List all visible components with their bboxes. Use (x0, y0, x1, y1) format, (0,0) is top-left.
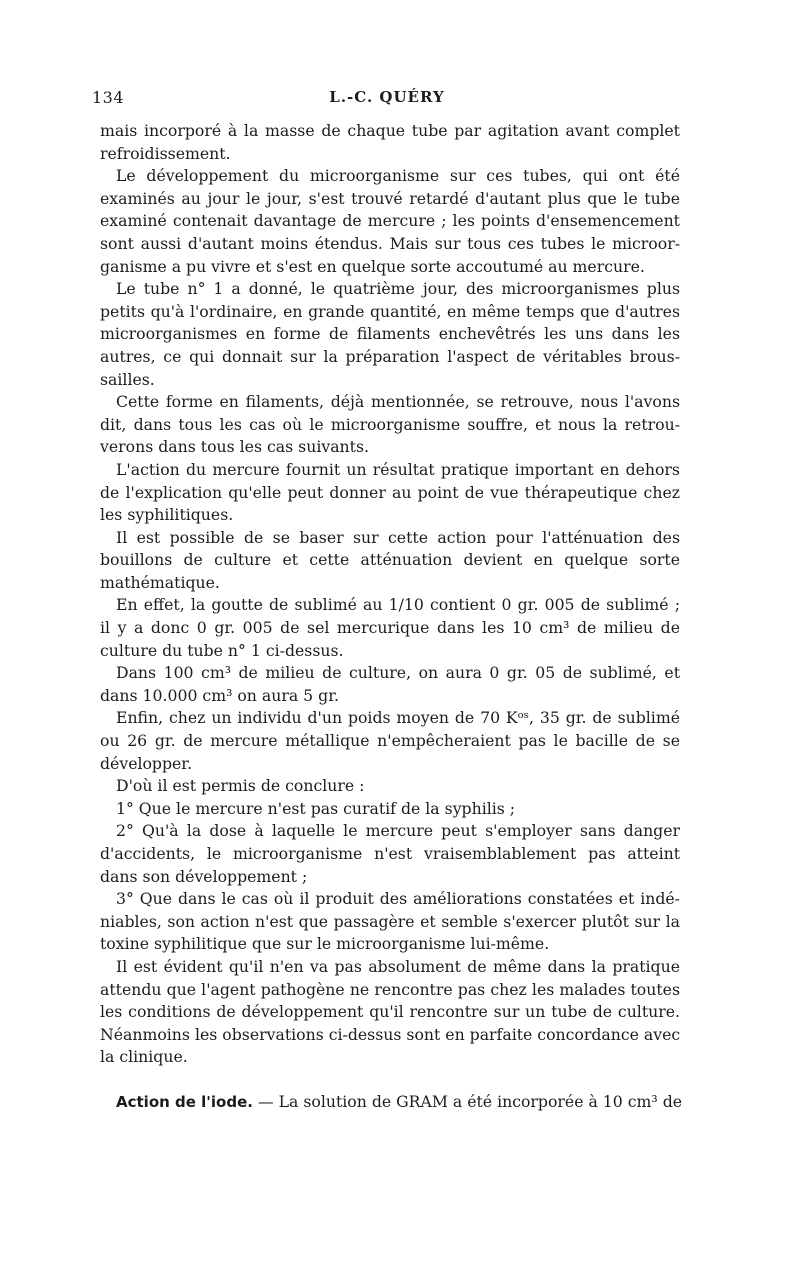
text-line: autres, ce qui donnait sur la préparation l'aspect de véritables brous- (100, 346, 680, 366)
text-line: les conditions de développement qu'il rencontre sur un tube de culture. (100, 1002, 680, 1022)
text-line: En effet, la goutte de sublimé au 1/10 contient 0 gr. 005 de sublimé ; (116, 595, 680, 615)
text-line: Enfin, chez un individu d'un poids moyen de 70 Kᵒˢ, 35 gr. de sublimé (116, 708, 680, 728)
text-line: Il est possible de se baser sur cette action pour l'atténuation des (116, 527, 680, 547)
text-line: examiné contenait davantage de mercure ; les points d'ensemencement (100, 211, 680, 231)
text-line: mathématique. (100, 572, 220, 592)
text-line: refroidissement. (100, 143, 231, 163)
text-line: examinés au jour le jour, s'est trouvé retardé d'autant plus que le tube (100, 188, 680, 208)
text-line: Il est évident qu'il n'en va pas absolument de même dans la pratique (116, 956, 680, 976)
text-line: Le développement du microorganisme sur ces tubes, qui ont été (116, 166, 680, 186)
text-line: bouillons de culture et cette atténuation devient en quelque sorte (100, 550, 680, 570)
text-line: petits qu'à l'ordinaire, en grande quantité, en même temps que d'autres (100, 301, 680, 321)
section-gap (100, 1069, 680, 1091)
section-line (100, 1091, 683, 1114)
text-line: de l'explication qu'elle peut donner au point de vue thérapeutique chez (100, 482, 680, 502)
text-line: sailles. (100, 369, 155, 389)
text-line: 2° Qu'à la dose à laquelle le mercure peut s'employer sans danger (116, 821, 680, 841)
text-line: ganisme a pu vivre et s'est en quelque sorte accoutumé au mercure. (100, 256, 645, 276)
section-heading: Action de l'iode. (116, 1092, 253, 1111)
text-line: dans 10.000 cm³ on aura 5 gr. (100, 685, 339, 705)
text-line: les syphilitiques. (100, 505, 234, 525)
text-line: toxine syphilitique que sur le microorganisme lui-même. (100, 934, 550, 954)
text-line: 3° Que dans le cas où il produit des améliorations constatées et indé- (116, 889, 680, 909)
page-number: 134 (92, 88, 125, 107)
text-line: mais incorporé à la masse de chaque tube par agitation avant complet (100, 121, 680, 140)
text-line: Cette forme en filaments, déjà mentionnée, se retrouve, nous l'avons (116, 392, 680, 412)
text-line: niables, son action n'est que passagère et semble s'exercer plutôt sur la (100, 911, 680, 931)
text-line: L'action du mercure fournit un résultat pratique important en dehors (116, 459, 680, 479)
text-line: D'où il est permis de conclure : (116, 776, 365, 796)
text-line: Néanmoins les observations ci-dessus sont en parfaite concordance avec (100, 1024, 681, 1044)
text-line: dans son développement ; (100, 866, 308, 886)
text-line: verons dans tous les cas suivants. (100, 437, 370, 457)
text-line: attendu que l'agent pathogène ne rencontre pas chez les malades toutes (100, 979, 680, 999)
page-header (92, 88, 682, 112)
section-text: — La solution de GRAM a été incorporée à 10 cm³ de (252, 1091, 683, 1111)
text-line: microorganismes en forme de filaments enchevêtrés les uns dans les (100, 324, 680, 344)
text-line: il y a donc 0 gr. 005 de sel mercurique dans les 10 cm³ de milieu de (100, 618, 680, 638)
text-line: d'accidents, le microorganisme n'est vraisemblablement pas atteint (100, 844, 680, 863)
running-head: L.-C. QUÉRY (329, 88, 445, 106)
body-text (100, 120, 683, 1114)
text-line: sont aussi d'autant moins étendus. Mais sur tous ces tubes le microor- (100, 233, 680, 253)
text-line: Le tube n° 1 a donné, le quatrième jour, des microorganismes plus (116, 279, 680, 299)
text-line: développer. (100, 753, 193, 773)
text-line: ou 26 gr. de mercure métallique n'empêcheraient pas le bacille de se (100, 731, 680, 751)
text-line: 1° Que le mercure n'est pas curatif de la syphilis ; (116, 798, 516, 818)
text-line: dit, dans tous les cas où le microorganisme souffre, et nous la retrou- (100, 414, 680, 434)
text-line: Dans 100 cm³ de milieu de culture, on aura 0 gr. 05 de sublimé, et (116, 663, 680, 683)
text-line: culture du tube n° 1 ci-dessus. (100, 640, 344, 660)
text-line: la clinique. (100, 1047, 188, 1067)
